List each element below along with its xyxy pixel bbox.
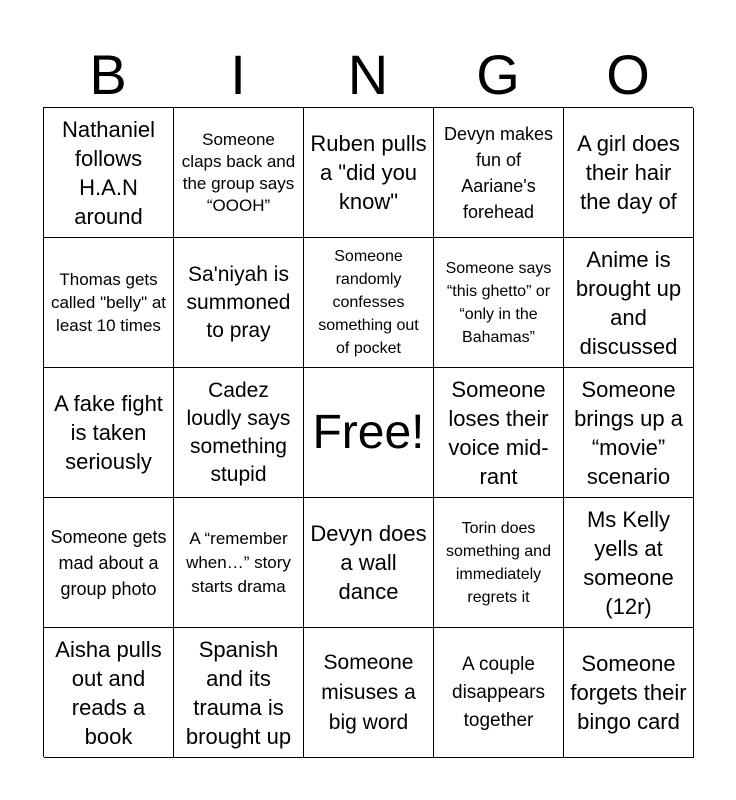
bingo-cell-r4-c4[interactable] [434,498,564,628]
cell-text: Devyn makes fun of Aariane's forehead [443,123,554,222]
header-letter-b: B [89,43,127,106]
bingo-cell-r5-c1[interactable] [44,628,174,758]
cell-text: Someone misuses a big word [321,650,416,734]
bingo-cell-r5-c4[interactable] [434,628,564,758]
cell-text: Someone says “this ghetto” or “only in the Bahamas” [445,259,552,346]
cell-text: Thomas gets called "belly" at least 10 times [50,270,167,335]
cell-text: Aisha pulls out and reads a book [55,636,162,749]
bingo-cell-r3-c1[interactable] [44,368,174,498]
bingo-cell-free-space[interactable] [304,368,434,498]
cell-text: A couple disappears together [452,653,545,731]
cell-text: Devyn does a wall dance [310,521,427,604]
bingo-cell-r3-c4[interactable] [434,368,564,498]
cell-text: A fake fight is taken seriously [54,391,163,474]
cell-text: Ms Kelly yells at someone (12r) [583,506,674,619]
bingo-cell-r4-c1[interactable] [44,498,174,628]
cell-text: Free! [312,405,425,459]
cell-text: Someone randomly confesses something out of pocket [318,248,419,357]
bingo-cell-r1-c5[interactable] [564,108,694,238]
bingo-cell-r1-c4[interactable] [434,108,564,238]
cell-text: Sa'niyah is summoned to pray [186,262,291,342]
bingo-cell-r5-c3[interactable] [304,628,434,758]
header-letter-n: N [347,43,389,106]
bingo-cell-r1-c1[interactable] [44,108,174,238]
bingo-header [43,44,693,106]
header-letter-g: G [476,43,520,106]
bingo-cell-r5-c5[interactable] [564,628,694,758]
bingo-cell-r1-c2[interactable] [174,108,304,238]
cell-text: Someone forgets their bingo card [570,651,687,734]
bingo-cell-r3-c2[interactable] [174,368,304,498]
cell-text: Someone claps back and the group says “OOOH” [181,129,296,215]
bingo-cell-r2-c3[interactable] [304,238,434,368]
cell-text: Anime is brought up and discussed [575,246,682,359]
header-letter-i: I [230,43,246,106]
header-letter-o: O [606,43,650,106]
bingo-board [43,107,693,757]
cell-text: Someone brings up a “movie” scenario [574,376,683,489]
bingo-cell-r4-c2[interactable] [174,498,304,628]
bingo-cell-r2-c2[interactable] [174,238,304,368]
bingo-cell-r4-c3[interactable] [304,498,434,628]
bingo-cell-r2-c1[interactable] [44,238,174,368]
bingo-cell-r2-c4[interactable] [434,238,564,368]
cell-text: A girl does their hair the day of [577,131,680,214]
cell-text: Spanish and its trauma is brought up [185,636,292,749]
bingo-cell-r2-c5[interactable] [564,238,694,368]
bingo-cell-r3-c5[interactable] [564,368,694,498]
bingo-cell-r5-c2[interactable] [174,628,304,758]
cell-text: Cadez loudly says something stupid [186,378,291,486]
cell-text: Nathaniel follows H.A.N around [62,116,155,229]
cell-text: Torin does something and immediately regrets it [446,519,551,606]
cell-text: Someone gets mad about a group photo [50,526,167,599]
cell-text: Someone loses their voice mid-rant [448,376,549,489]
bingo-cell-r1-c3[interactable] [304,108,434,238]
bingo-cell-r4-c5[interactable] [564,498,694,628]
cell-text: A “remember when…” story starts drama [186,528,291,596]
cell-text: Ruben pulls a "did you know" [310,131,427,214]
